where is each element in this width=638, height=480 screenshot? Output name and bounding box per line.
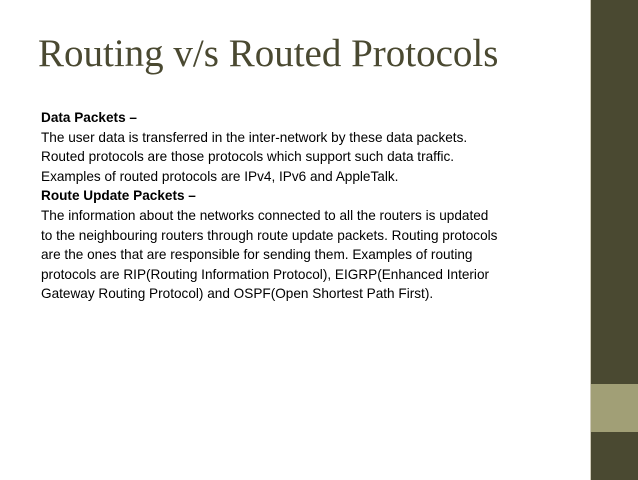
sidebar-dark-band-bottom (590, 432, 638, 480)
section-route-update-packets (41, 186, 586, 304)
body-line: are the ones that are responsible for sending them. Examples of routing (41, 247, 473, 263)
sidebar-dark-band (590, 0, 638, 384)
slide-body (41, 108, 586, 304)
body-line: The user data is transferred in the inter-network by these data packets. (41, 129, 468, 145)
body-line: The information about the networks connected to all the routers is updated (41, 207, 489, 223)
section-heading: Route Update Packets – (41, 188, 196, 204)
body-line: protocols are RIP(Routing Information Protocol), EIGRP(Enhanced Interior (41, 266, 490, 282)
body-line: to the neighbouring routers through route update packets. Routing protocols (41, 227, 498, 243)
section-data-packets (41, 108, 586, 186)
slide-title: Routing v/s Routed Protocols (38, 32, 499, 75)
sidebar-accent-band (590, 384, 638, 432)
body-line: Gateway Routing Protocol) and OSPF(Open Shortest Path First). (41, 286, 434, 302)
body-line: Examples of routed protocols are IPv4, IPv6 and AppleTalk. (41, 168, 399, 184)
decorative-sidebar (590, 0, 638, 480)
section-heading: Data Packets – (41, 110, 137, 125)
body-line: Routed protocols are those protocols which support such data traffic. (41, 149, 455, 165)
